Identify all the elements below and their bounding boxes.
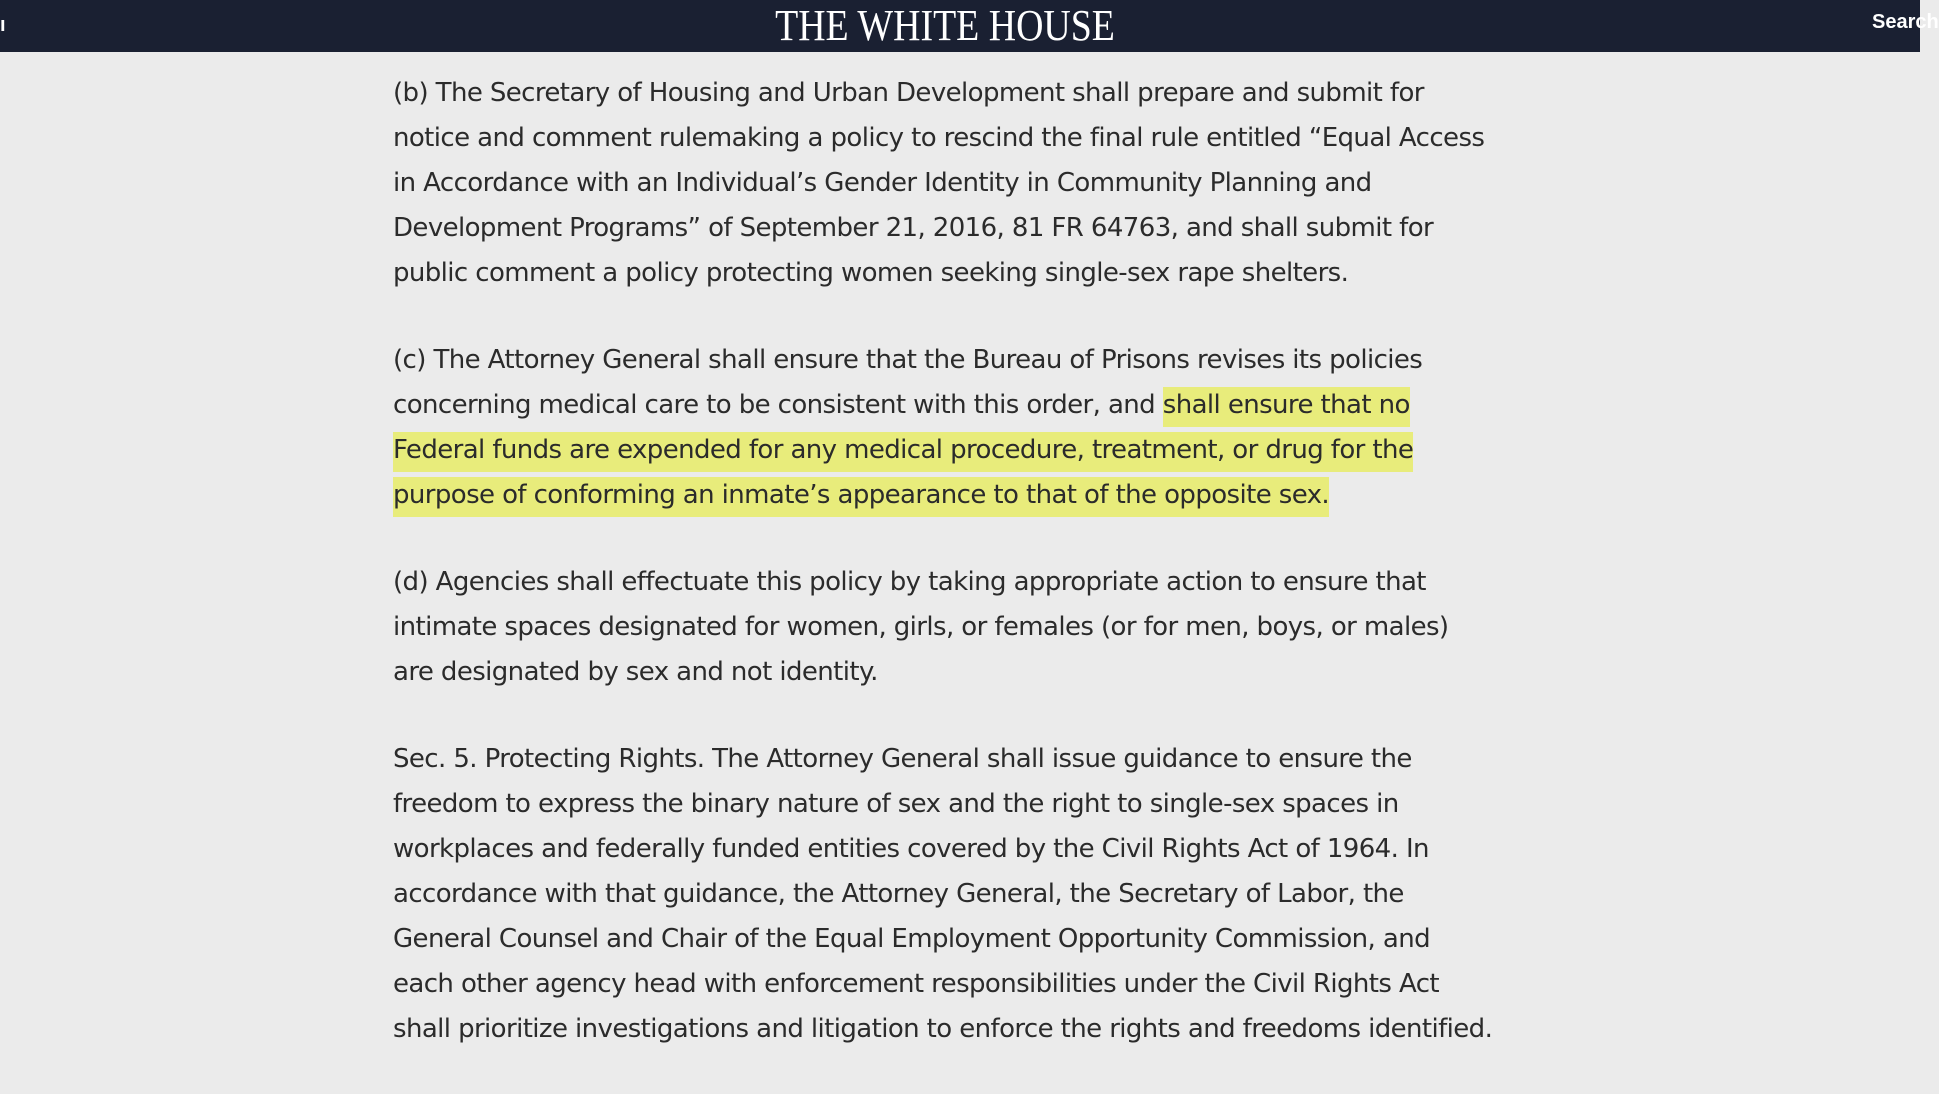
paragraph-c — [393, 338, 1493, 518]
menu-fragment[interactable]: ı — [0, 14, 6, 36]
section-5: Sec. 5. Protecting Rights. The Attorney General shall issue guidance to ensure the freedom to express the binary nature of sex and the right to single-sex spaces in workplaces and federally funded entities covered by the Civil Rights Act of 1964. In accordance with that guidance, the Attorney General, the Secretary of Labor, the General Counsel and Chair of the Equal Employment Opportunity Commission, and each other agency head with enforcement responsibilities under the Civil Rights Act shall prioritize investigations and litigation to enforce the rights and freedoms identified. — [393, 744, 1493, 1044]
site-brand[interactable]: THE WHITE HOUSE — [775, 1, 1115, 50]
paragraph-c-text: (c) The Attorney General shall ensure that the Bureau of Prisons revises its policies concerning medical care to be consistent with this order, and — [393, 345, 1423, 420]
document-body — [393, 71, 1493, 1094]
paragraph-b: (b) The Secretary of Housing and Urban Development shall prepare and submit for notice and comment rulemaking a policy to rescind the final rule entitled “Equal Access in Accordance with an Individual’s Gender Identity in Community Planning and Development Programs” of September 21, 2016, 81 FR 64763, and shall submit for public comment a policy protecting women seeking single-sex rape shelters. — [393, 78, 1485, 288]
highlighted-text: shall ensure that no Federal funds are expended for any medical procedure, treatment, or drug for the purpose of conforming an inmate’s appearance to that of the opposite sex. — [393, 387, 1413, 517]
site-header — [0, 0, 1939, 52]
paragraph-d: (d) Agencies shall effectuate this policy by taking appropriate action to ensure that intimate spaces designated for women, girls, or females (or for men, boys, or males) are designated by sex and not identity. — [393, 567, 1449, 687]
search-link[interactable]: Search — [1872, 11, 1939, 33]
